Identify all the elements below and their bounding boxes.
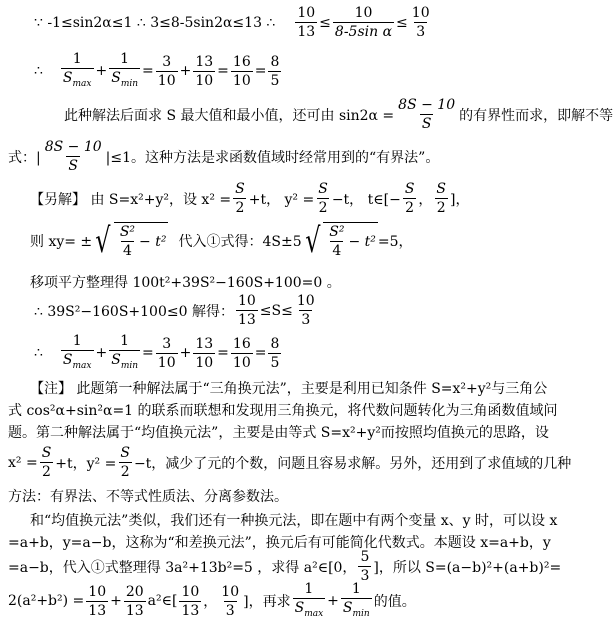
line-3: 此种解法后面求 S 最大值和最小值，还可由 sin2α = $\frac{8S - 10}{S}$ 的有界性而求，即解不等 [64,97,613,132]
line-7: 移项平方整理得 100t²+39S²−160S+100=0 。 [30,275,341,291]
note-line-2: 式 cos²α+sin²α=1 的联系而联想和发现用三角换元，将代数问题转化为三角函数值域问 [8,403,558,419]
fraction: $\frac{10}{3}$ [296,293,315,328]
fraction: $\frac{16}{10}$ [232,53,251,89]
line-2: ∴ $\frac{1}{S_{max}}$ + $\frac{1}{S_{min}}$ = $\frac{3}{10}$ + $\frac{13}{10}$ = $\frac{16}{10}$ = $\frac{8}{5}$ [34,50,283,93]
fraction: $\frac{1}{S_{min}}$ [109,332,140,375]
fraction: $\frac{10}{13}$ [237,293,256,328]
fraction: $\frac{3}{10}$ [157,335,176,371]
note-line-9: 2(a²+b²) = $\frac{10}{13}$ + $\frac{20}{13}$ a²∈[ $\frac{10}{13}$ ， $\frac{10}{3}$ ]，再求 $\frac{1}{S_{max}}$ + $\frac{1}{S_{min}}$ 的值。 [8,580,416,623]
fraction: $\frac{1}{S_{min}}$ [341,580,372,623]
line-1-text: ∵ -1≤sin2α≤1 ∴ 3≤8-5sin2α≤13 ∴ [34,14,276,31]
line-5: 【另解】 由 S=x²+y²，设 x² = $\frac{S}{2}$ +t， y² = $\frac{S}{2}$ −t， t∈[− $\frac{S}{2}$ ， $\frac{S}{2}$ ]， [30,181,470,216]
fraction: $\frac{8S - 10}{S}$ [398,97,456,132]
fraction: $\frac{8}{5}$ [270,335,280,371]
line-8: ∴ 39S²−160S+100≤0 解得： $\frac{10}{13}$ ≤S≤ $\frac{10}{3}$ [34,293,315,328]
line-4: 式：| $\frac{8S - 10}{S}$ |≤1。这种方法是求函数值域时经常用到的“有界法”。 [8,139,440,174]
note-line-3: 题。第二种解法属于“均值换元法”，主要是由等式 S=x²+y²而按照均值换元的思路，设 [8,425,549,441]
fraction: $\frac{S}{2}$ [436,181,447,216]
fraction: $\frac{S}{2}$ [41,445,52,480]
sqrt: √ $\frac{\text{S²}}{4}$ − t² [304,221,376,261]
note-line-1: 【注】 此题第一种解法属于“三角换元法”，主要是利用已知条件 S=x²+y²与三角公 [30,381,548,397]
fraction: $\frac{3}{10}$ [157,53,176,89]
fraction: $\frac{8}{5}$ [270,53,280,89]
fraction: $\frac{10}{13}$ [297,5,316,40]
fraction: $\frac{10}{3}$ [411,5,430,40]
note-line-8: =a−b，代入①式整理得 3a²+13b²=5 ，求得 a²∈[0， $\frac{5}{3}$ ]，所以 S=(a−b)²+(a+b)²= [8,549,562,584]
fraction: $\frac{S}{2}$ [120,445,130,480]
fraction: $\frac{10}{13}$ [88,583,107,619]
line-1: ∵ -1≤sin2α≤1 ∴ 3≤8-5sin2α≤13 ∴ $\frac{10}{13}$ ≤ $\frac{10}{\text{8-5sin α}}$ ≤ $\frac{10}{3}$ [34,5,430,40]
note-line-5: 方法：有界法、不等式性质法、分离参数法。 [8,489,288,505]
fraction: $\frac{8S - 10}{S}$ [44,139,102,174]
line-6: 则 xy= ± √ $\frac{\text{S²}}{4}$ − t² 代入①式得：4S±5 √ $\frac{\text{S²}}{4}$ − t² =5， [30,221,413,261]
fraction: $\frac{S}{2}$ [318,181,328,216]
fraction: $\frac{10}{13}$ [181,583,200,619]
line-9: ∴ $\frac{1}{S_{max}}$ + $\frac{1}{S_{min}}$ = $\frac{3}{10}$ + $\frac{13}{10}$ = $\frac{16}{10}$ = $\frac{8}{5}$ [34,332,283,375]
fraction: $\frac{S}{2}$ [235,181,245,216]
note-line-6: 和“均值换元法”类似，我们还有一种换元法，即在题中有两个变量 x、y 时，可以设 x [30,513,558,529]
fraction: $\frac{S}{2}$ [404,181,415,216]
note-line-7: =a+b，y=a−b，这称为“和差换元法”，换元后有可能简化代数式。本题设 x=a+b，y [8,535,551,551]
note-line-4: x² = $\frac{S}{2}$ +t，y² = $\frac{S}{2}$ −t，减少了元的个数，问题且容易求解。另外，还用到了求值域的几种 [8,445,572,480]
fraction: $\frac{1}{S_{min}}$ [109,50,140,93]
fraction: $\frac{10}{\text{8-5sin α}}$ [334,5,393,40]
fraction: $\frac{1}{S_{max}}$ [61,50,94,93]
fraction: $\frac{13}{10}$ [195,335,214,371]
fraction: $\frac{5}{3}$ [360,549,370,584]
fraction: $\frac{20}{13}$ [125,583,144,619]
fraction: $\frac{10}{3}$ [221,583,240,619]
fraction: $\frac{1}{S_{max}}$ [293,580,326,623]
fraction: $\frac{16}{10}$ [232,335,251,371]
fraction: $\frac{13}{10}$ [195,53,214,89]
sqrt: √ $\frac{\text{S²}}{4}$ − t² [95,221,167,261]
fraction: $\frac{1}{S_{max}}$ [61,332,94,375]
